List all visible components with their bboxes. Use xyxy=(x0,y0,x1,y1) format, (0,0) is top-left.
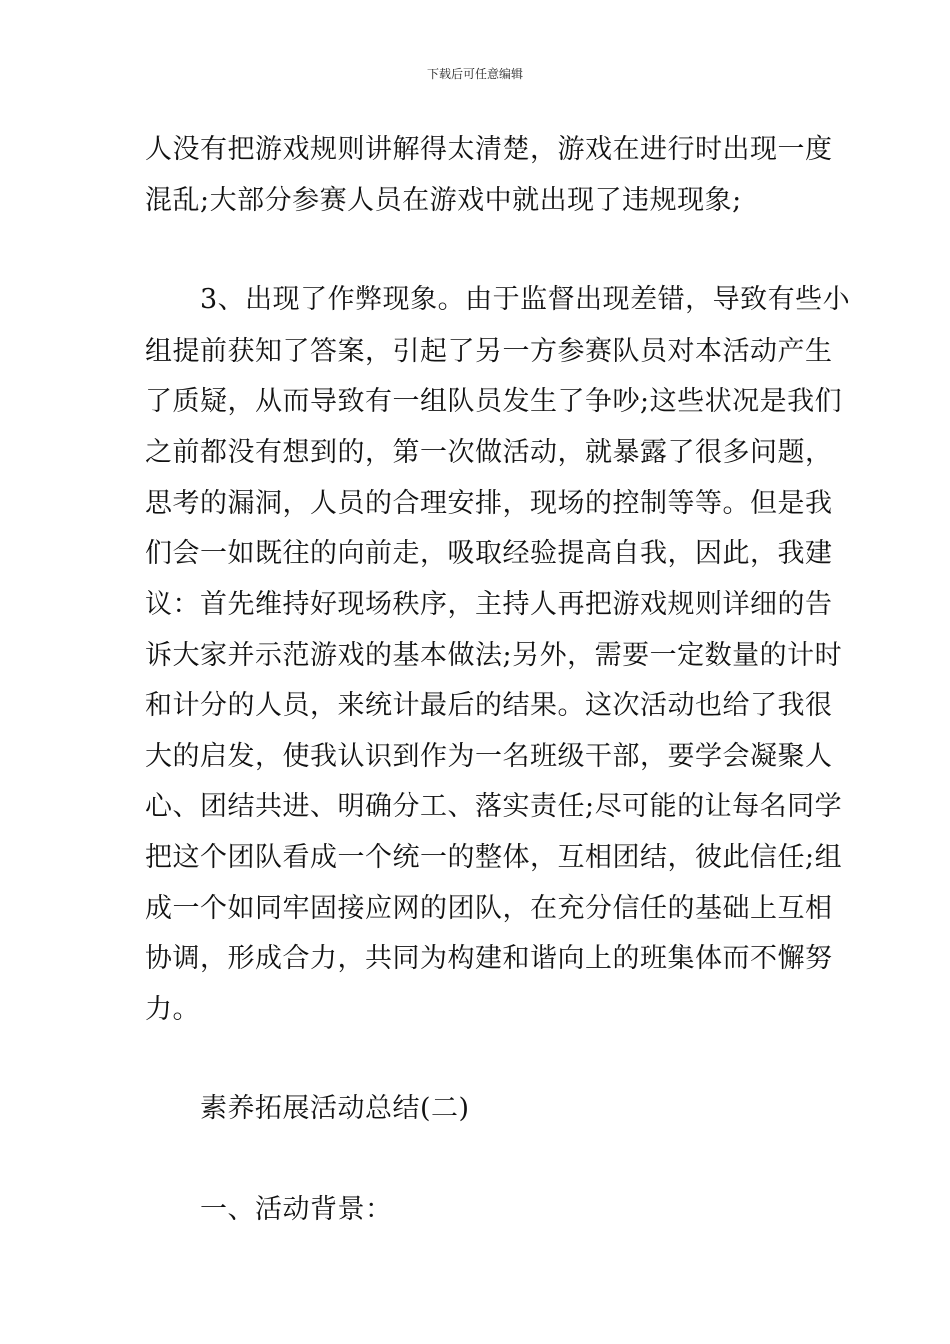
paragraph-line: 3、出现了作弊现象。由于监督出现差错，导致有些小 xyxy=(145,284,851,315)
page-header: 下载后可任意编辑 xyxy=(426,67,523,81)
paragraph-line: 和计分的人员，来统计最后的结果。这次活动也给了我很 xyxy=(145,690,833,721)
paragraph-line: 把这个团队看成一个统一的整体，互相团结，彼此信任;组 xyxy=(145,842,843,873)
paragraph-line: 协调，形成合力，共同为构建和谐向上的班集体而不懈努 xyxy=(145,943,833,974)
paragraph-line: 人没有把游戏规则讲解得太清楚，游戏在进行时出现一度 xyxy=(145,134,833,165)
paragraph-line: 思考的漏洞，人员的合理安排，现场的控制等等。但是我 xyxy=(145,488,833,519)
paragraph-line: 组提前获知了答案，引起了另一方参赛队员对本活动产生 xyxy=(145,336,833,367)
paragraph-line: 议：首先维持好现场秩序，主持人再把游戏规则详细的告 xyxy=(145,589,833,620)
paragraph-line: 了质疑，从而导致有一组队员发生了争吵;这些状况是我们 xyxy=(145,386,843,417)
paragraph-line: 们会一如既往的向前走，吸取经验提高自我，因此，我建 xyxy=(145,538,833,569)
paragraph-line: 力。 xyxy=(145,994,200,1025)
section-title: 素养拓展活动总结(二) xyxy=(145,1093,470,1124)
paragraph-line: 心、团结共进、明确分工、落实责任;尽可能的让每名同学 xyxy=(145,791,843,822)
paragraph-line: 之前都没有想到的，第一次做活动，就暴露了很多问题， xyxy=(145,437,833,468)
subsection-heading: 一、活动背景： xyxy=(145,1194,393,1225)
paragraph-line: 诉大家并示范游戏的基本做法;另外，需要一定数量的计时 xyxy=(145,640,843,671)
paragraph-line: 大的启发，使我认识到作为一名班级干部，要学会凝聚人 xyxy=(145,741,833,772)
paragraph-line: 混乱;大部分参赛人员在游戏中就出现了违规现象; xyxy=(145,185,742,216)
paragraph-line: 成一个如同牢固接应网的团队，在充分信任的基础上互相 xyxy=(145,893,833,924)
